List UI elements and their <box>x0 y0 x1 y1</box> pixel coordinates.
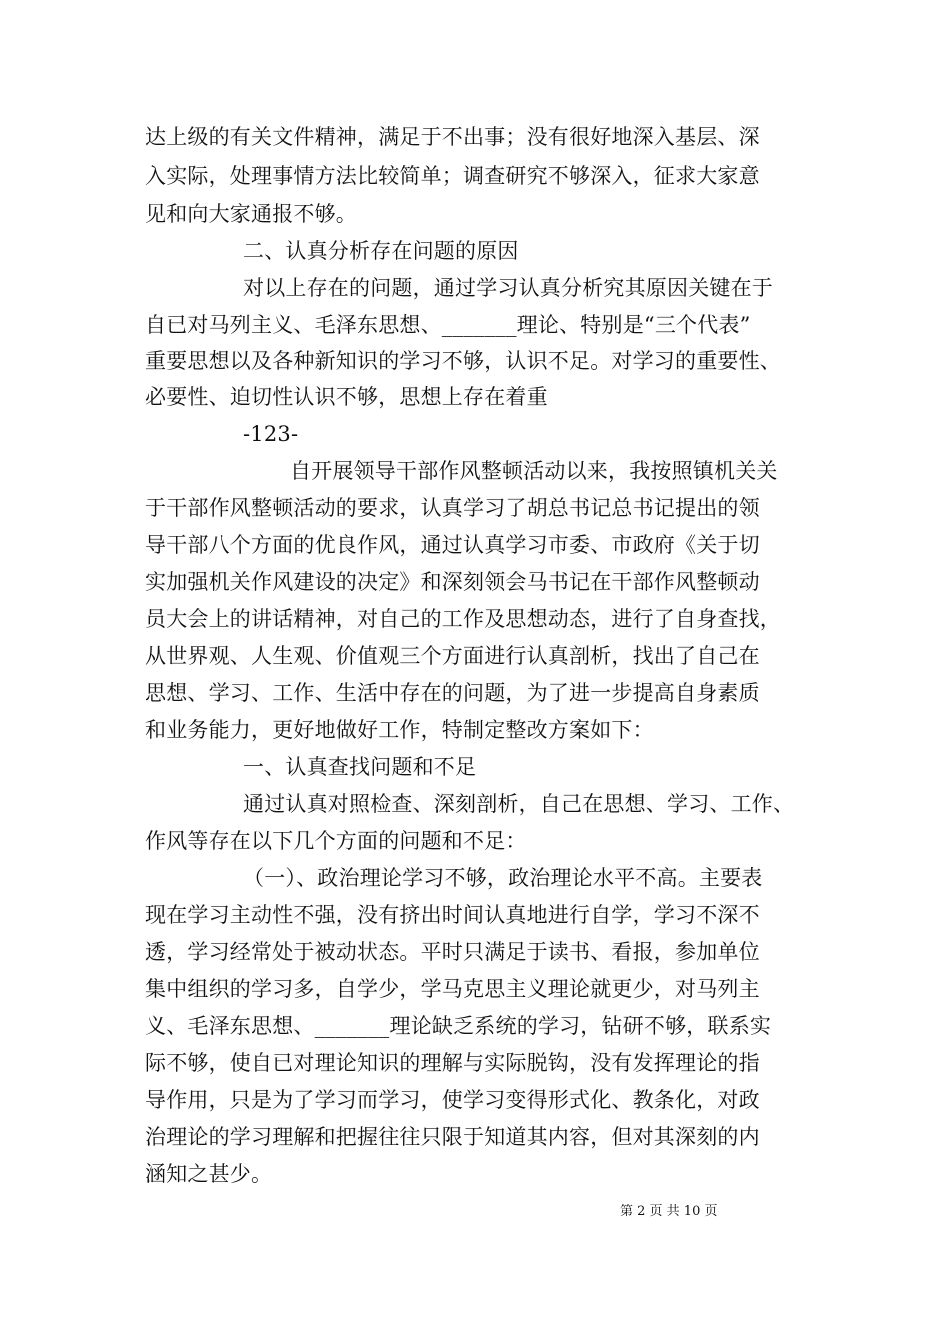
body-text-line: 涵知之甚少。 <box>145 1162 273 1186</box>
body-text-line: 必要性、迫切性认识不够，思想上存在着重 <box>145 385 548 409</box>
body-text-line: 实加强机关作风建设的决定》和深刻领会马书记在干部作风整顿动 <box>145 570 760 594</box>
body-text-line: 通过认真对照检查、深刻剖析，自己在思想、学习、工作、 <box>243 792 795 816</box>
body-text-line: 集中组织的学习多，自学少，学马克思主义理论就更少，对马列主 <box>145 977 760 1001</box>
body-text-line: 自已对马列主义、毛泽东思想、_______理论、特别是“三个代表” <box>145 313 751 337</box>
body-text-line: 入实际，处理事情方法比较简单；调查研究不够深入，征求大家意 <box>145 164 760 188</box>
body-text-line: 员大会上的讲话精神，对自己的工作及思想动态，进行了自身查找， <box>145 607 781 631</box>
body-text-line: 思想、学习、工作、生活中存在的问题，为了进一步提高自身素质 <box>145 681 760 705</box>
body-text-line: 和业务能力，更好地做好工作，特制定整改方案如下： <box>145 718 654 742</box>
body-text-line: 导干部八个方面的优良作风，通过认真学习市委、市政府《关于切 <box>145 533 760 557</box>
body-text-line: 重要思想以及各种新知识的学习不够，认识不足。对学习的重要性、 <box>145 349 781 373</box>
body-text-line: 于干部作风整顿活动的要求，认真学习了胡总书记总书记提出的领 <box>145 496 760 520</box>
subsection-heading: （一）、政治理论学习不够，政治理论水平不高。主要表 <box>243 866 763 890</box>
body-text-line: 现在学习主动性不强，没有挤出时间认真地进行自学，学习不深不 <box>145 903 760 927</box>
page-footer: 第 2 页 共 10 页 <box>620 1204 718 1219</box>
page-marker: -123- <box>243 422 299 446</box>
body-text-line: 义、毛泽东思想、_______理论缺乏系统的学习，钻研不够，联系实 <box>145 1014 772 1038</box>
body-text-line: 从世界观、人生观、价值观三个方面进行认真剖析，找出了自己在 <box>145 644 760 668</box>
body-text-line: 作风等存在以下几个方面的问题和不足： <box>145 829 527 853</box>
body-text-line: 自开展领导干部作风整顿活动以来，我按照镇机关关 <box>290 459 778 483</box>
body-text-line: 达上级的有关文件精神，满足于不出事；没有很好地深入基层、深 <box>145 125 760 149</box>
body-text-line: 透，学习经常处于被动状态。平时只满足于读书、看报，参加单位 <box>145 940 760 964</box>
body-text-line: 治理论的学习理解和把握往往只限于知道其内容，但对其深刻的内 <box>145 1125 760 1149</box>
section-heading: 二、认真分析存在问题的原因 <box>243 239 519 263</box>
body-text-line: 际不够，使自已对理论知识的理解与实际脱钩，没有发挥理论的指 <box>145 1051 760 1075</box>
body-text-line: 对以上存在的问题，通过学习认真分析究其原因关键在于 <box>243 276 773 300</box>
body-text-line: 导作用，只是为了学习而学习，使学习变得形式化、教条化，对政 <box>145 1088 760 1112</box>
section-heading: 一、认真查找问题和不足 <box>243 755 477 779</box>
body-text-line: 见和向大家通报不够。 <box>145 202 357 226</box>
